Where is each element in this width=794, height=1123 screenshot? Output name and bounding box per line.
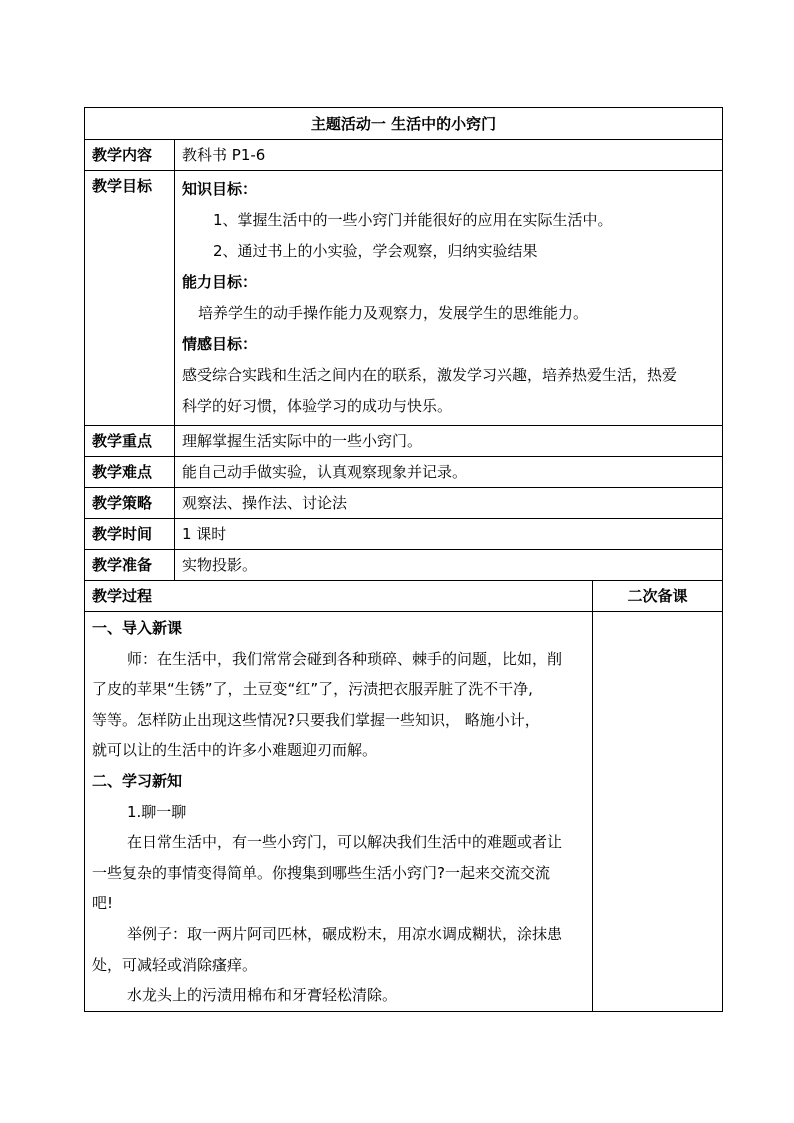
content-label: 教学内容 [85, 140, 175, 171]
process-line: 1.聊一聊 [127, 802, 187, 821]
page-title: 主题活动一 生活中的小窍门 [85, 108, 723, 140]
difficulties-value: 能自己动手做实验，认真观察现象并记录。 [175, 457, 723, 488]
second-prep-cell [593, 612, 723, 1012]
ability-heading: 能力目标： [182, 273, 258, 291]
process-line: 师：在生活中，我们常常会碰到各种琐碎、棘手的问题，比如，削 [127, 649, 563, 668]
emotion-text: 科学的好习惯，体验学习的成功与快乐。 [182, 397, 453, 415]
key-points-value: 理解掌握生活实际中的一些小窍门。 [175, 426, 723, 457]
strategy-value: 观察法、操作法、讨论法 [175, 488, 723, 519]
lesson-plan-table [84, 107, 723, 1012]
difficulties-label: 教学难点 [85, 457, 175, 488]
content-value: 教科书 P1-6 [175, 140, 723, 171]
process-line: 举例子：取一两片阿司匹林，碾成粉末，用凉水调成糊状，涂抹患 [127, 924, 563, 943]
process-line: 吧! [92, 894, 114, 913]
process-content [85, 612, 593, 1012]
process-line: 等等。怎样防止出现这些情况?只要我们掌握一些知识， 略施小计， [92, 710, 540, 729]
process-line: 一些复杂的事情变得简单。你搜集到哪些生活小窍门?一起来交流交流 [92, 863, 550, 882]
preparation-value: 实物投影。 [175, 550, 723, 581]
strategy-label: 教学策略 [85, 488, 175, 519]
process-line: 水龙头上的污渍用棉布和牙膏轻松清除。 [127, 986, 398, 1005]
emotion-heading: 情感目标： [182, 335, 258, 353]
knowledge-heading: 知识目标： [182, 180, 258, 198]
process-line: 就可以让的生活中的许多小难题迎刃而解。 [92, 741, 378, 760]
knowledge-item: 1、掌握生活中的一些小窍门并能很好的应用在实际生活中。 [213, 211, 613, 229]
process-line: 一、导入新课 [92, 619, 183, 637]
process-line: 二、学习新知 [92, 771, 183, 790]
ability-text: 培养学生的动手操作能力及观察力，发展学生的思维能力。 [198, 304, 589, 322]
second-prep-header: 二次备课 [593, 581, 723, 612]
process-header: 教学过程 [85, 581, 593, 612]
objectives-cell [175, 171, 723, 426]
process-line: 处，可减轻或消除瘙痒。 [92, 955, 258, 974]
preparation-label: 教学准备 [85, 550, 175, 581]
time-label: 教学时间 [85, 519, 175, 550]
process-line: 了皮的苹果“生锈”了，土豆变“红”了，污渍把衣服弄脏了洗不干净, [92, 680, 533, 699]
key-points-label: 教学重点 [85, 426, 175, 457]
objectives-label: 教学目标 [85, 171, 175, 426]
time-value: 1 课时 [175, 519, 723, 550]
process-line: 在日常生活中，有一些小窍门，可以解决我们生活中的难题或者让 [127, 833, 563, 852]
knowledge-item: 2、通过书上的小实验，学会观察，归纳实验结果 [213, 242, 538, 260]
emotion-text: 感受综合实践和生活之间内在的联系，激发学习兴趣，培养热爱生活，热爱 [182, 366, 678, 384]
